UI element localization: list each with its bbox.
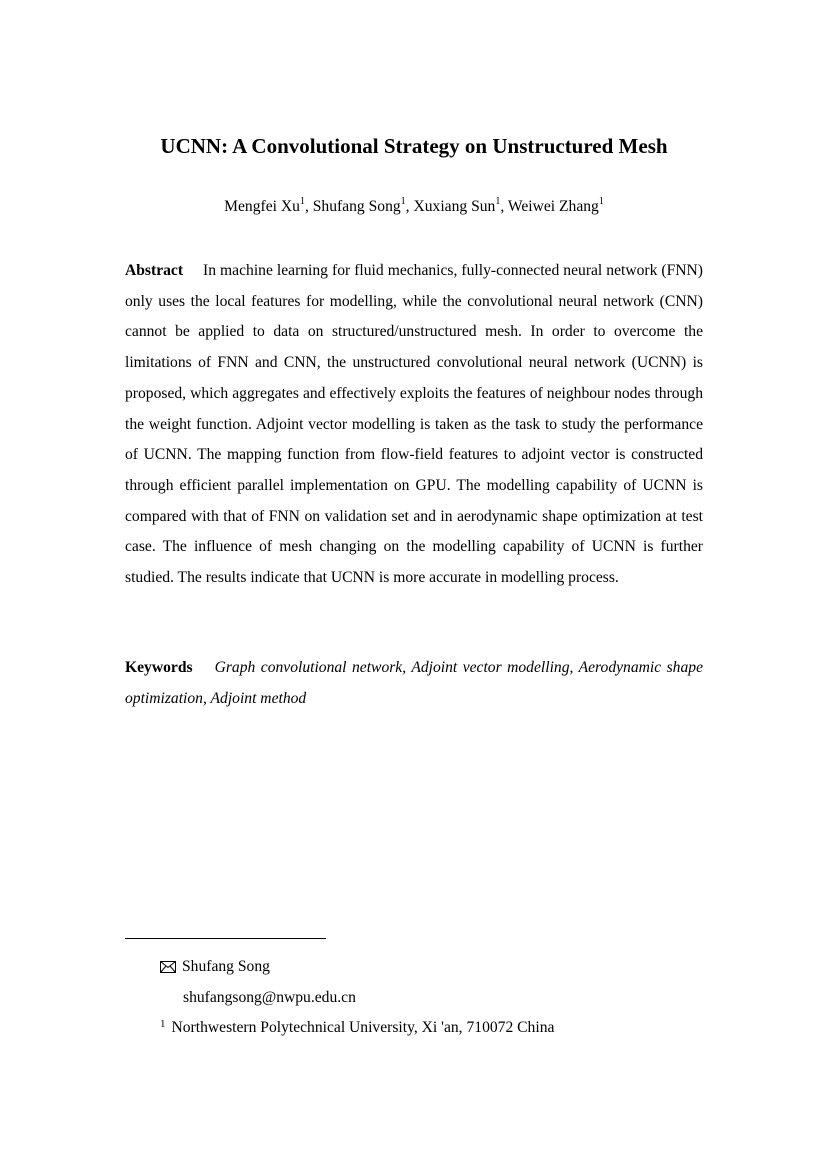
author-separator: , xyxy=(405,198,414,215)
affiliation-text: Northwestern Polytechnical University, Xi 'an, 710072 China xyxy=(171,1019,555,1036)
keywords-text: Graph convolutional network, Adjoint vector modelling, Aerodynamic shape optimization, Adjoint method xyxy=(125,659,703,707)
affiliation-mark: 1 xyxy=(400,195,406,207)
author-separator: , xyxy=(304,198,313,215)
affiliation-mark: 1 xyxy=(598,195,604,207)
author-name: Xuxiang Sun xyxy=(413,198,496,215)
keywords-label: Keywords xyxy=(125,659,193,676)
abstract-text: In machine learning for fluid mechanics, fully-connected neural network (FNN) only uses the local features for modelling, while the convolutional neural network (CNN) cannot be applied to data on structured/unstructured mesh. In order to overcome the limitations of FNN and CNN, the unstructured convolutional neural network (UCNN) is proposed, which aggregates and effectively exploits the features of neighbour nodes through the weight function. Adjoint vector modelling is taken as the task to study the performance of UCNN. The mapping function from flow-field features to adjoint vector is constructed through efficient parallel implementation on GPU. The modelling capability of UCNN is compared with that of FNN on validation set and in aerodynamic shape optimization at test case. The influence of mesh changing on the modelling capability of UCNN is further studied. The results indicate that UCNN is more accurate in modelling process. xyxy=(125,262,703,587)
author-separator: , xyxy=(500,198,508,215)
paper-title: UCNN: A Convolutional Strategy on Unstructured Mesh xyxy=(160,134,668,158)
affiliation-mark: 1 xyxy=(299,195,305,207)
author-name: Shufang Song xyxy=(312,198,401,215)
affiliation xyxy=(160,1017,554,1040)
keywords xyxy=(125,653,703,714)
envelope-icon xyxy=(160,958,176,980)
abstract xyxy=(125,256,703,594)
author-list xyxy=(0,195,828,219)
affiliation-mark: 1 xyxy=(160,1018,166,1030)
abstract-label: Abstract xyxy=(125,262,184,279)
author-name: Weiwei Zhang xyxy=(507,198,599,215)
corresponding-author xyxy=(160,956,270,980)
affiliation-mark: 1 xyxy=(495,195,501,207)
corresponding-name: Shufang Song xyxy=(182,958,270,975)
footnote-divider xyxy=(125,938,326,939)
corresponding-email[interactable]: shufangsong@nwpu.edu.cn xyxy=(183,989,356,1006)
author-name: Mengfei Xu xyxy=(224,198,300,215)
